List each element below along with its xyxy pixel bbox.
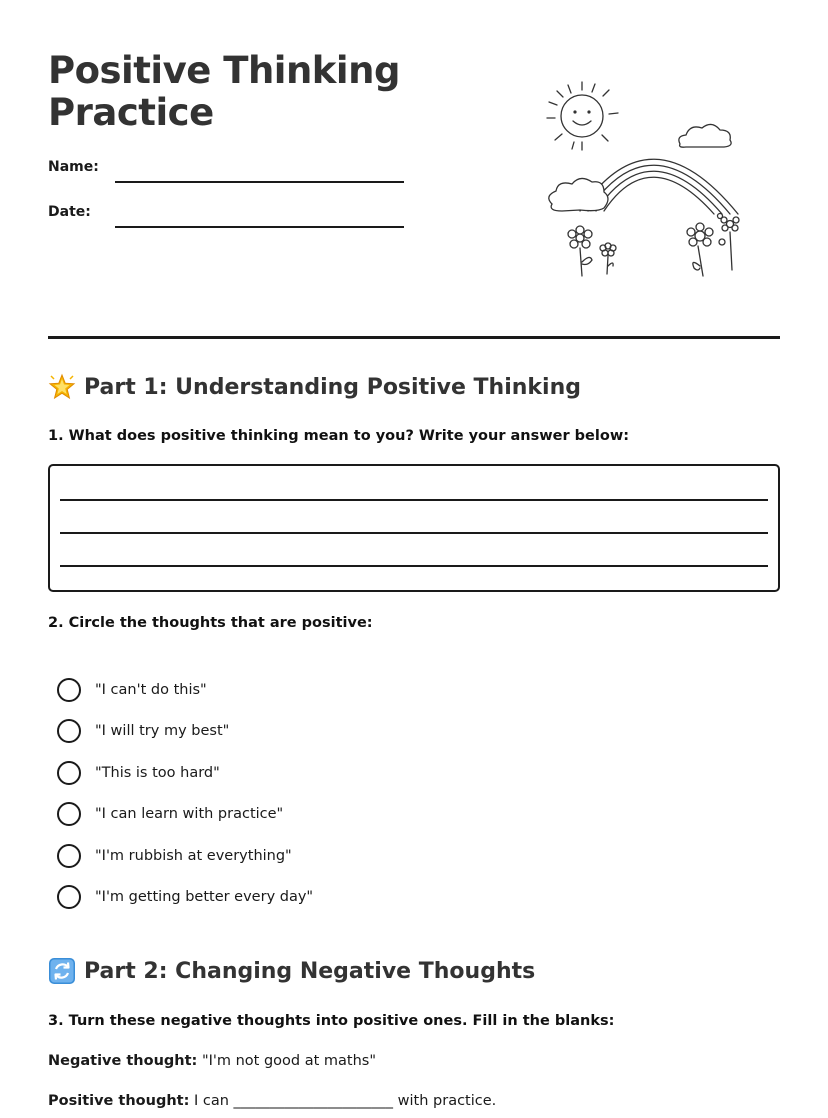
glowing-star-icon xyxy=(48,373,76,401)
circle-checkbox[interactable] xyxy=(57,761,81,785)
date-field[interactable] xyxy=(115,226,404,228)
sun-rainbow-illustration xyxy=(540,76,750,286)
part1-heading-text: Part 1: Understanding Positive Thinking xyxy=(84,374,581,400)
part2-heading xyxy=(48,957,535,985)
thought-option[interactable] xyxy=(57,678,207,702)
part2-heading-text: Part 2: Changing Negative Thoughts xyxy=(84,958,536,984)
thought-text: "I'm getting better every day" xyxy=(95,889,314,905)
header-divider xyxy=(48,336,780,339)
circle-checkbox[interactable] xyxy=(57,802,81,826)
thought-text: "I'm rubbish at everything" xyxy=(95,848,292,864)
circle-checkbox[interactable] xyxy=(57,678,81,702)
positive-thought-row xyxy=(48,1093,496,1109)
thought-option[interactable] xyxy=(57,719,229,743)
date-label: Date: xyxy=(48,204,91,220)
circle-checkbox[interactable] xyxy=(57,844,81,868)
answer-line[interactable] xyxy=(60,499,768,501)
thought-option[interactable] xyxy=(57,802,283,826)
thought-text: "I can't do this" xyxy=(95,682,207,698)
sun-icon xyxy=(547,82,618,150)
answer-box[interactable] xyxy=(48,464,780,592)
circle-checkbox[interactable] xyxy=(57,885,81,909)
circle-checkbox[interactable] xyxy=(57,719,81,743)
thought-text: "This is too hard" xyxy=(95,765,220,781)
thought-option[interactable] xyxy=(57,844,292,868)
negative-thought-text: "I'm not good at maths" xyxy=(197,1053,377,1069)
thought-option[interactable] xyxy=(57,761,220,785)
name-label: Name: xyxy=(48,159,99,175)
positive-thought-text[interactable]: I can ______________________ with practice. xyxy=(189,1093,497,1109)
name-field[interactable] xyxy=(115,181,404,183)
page-title xyxy=(48,50,400,134)
positive-thought-label: Positive thought: xyxy=(48,1093,190,1109)
answer-line[interactable] xyxy=(60,565,768,567)
negative-thought-label: Negative thought: xyxy=(48,1053,198,1069)
question-1: 1. What does positive thinking mean to you? Write your answer below: xyxy=(48,428,630,444)
thought-option[interactable] xyxy=(57,885,313,909)
title-line-1: Positive Thinking xyxy=(48,49,400,92)
part1-heading xyxy=(48,373,581,401)
title-line-2: Practice xyxy=(48,91,214,134)
question-2: 2. Circle the thoughts that are positive: xyxy=(48,615,373,631)
question-3: 3. Turn these negative thoughts into positive ones. Fill in the blanks: xyxy=(48,1013,615,1029)
flowers-icon xyxy=(568,214,739,277)
negative-thought-row xyxy=(48,1053,376,1069)
thought-text: "I will try my best" xyxy=(95,723,230,739)
answer-line[interactable] xyxy=(60,532,768,534)
thought-text: "I can learn with practice" xyxy=(95,806,284,822)
arrows-refresh-icon xyxy=(48,957,76,985)
